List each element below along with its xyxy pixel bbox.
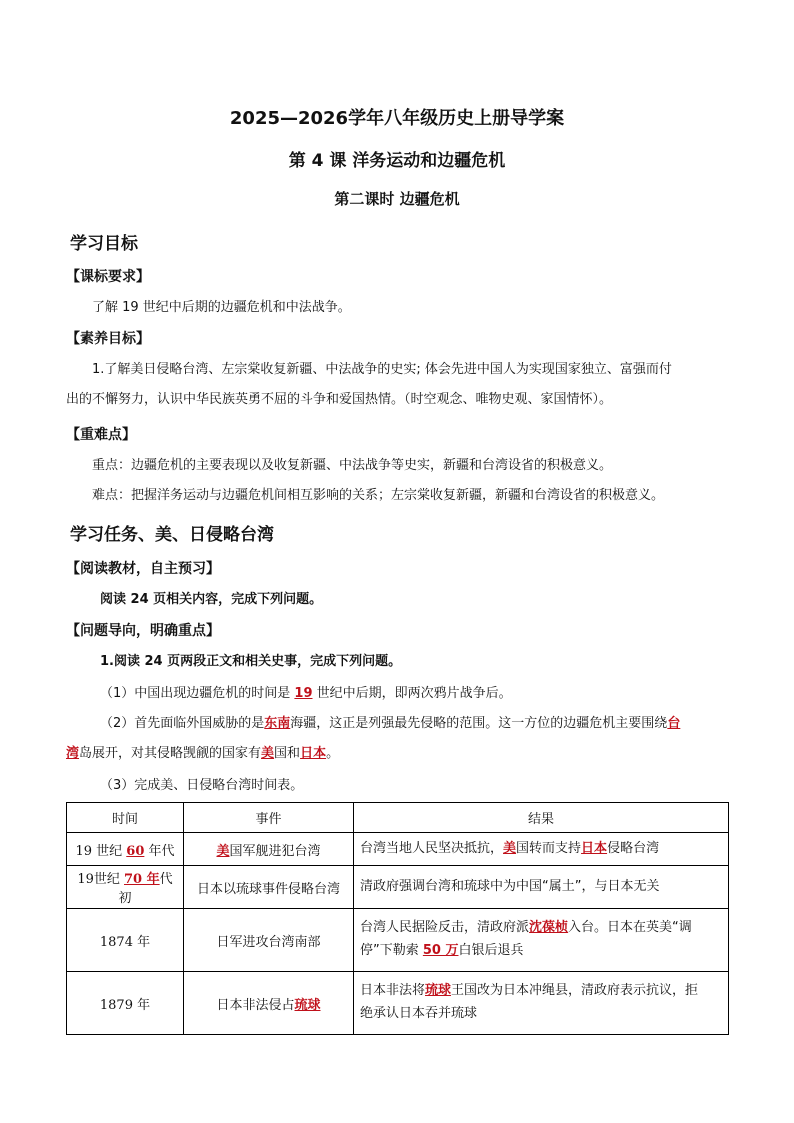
answer-70: 70 年 (124, 872, 160, 887)
table-row (67, 909, 729, 972)
section-heading-goals: 学习目标 (70, 234, 138, 254)
answer-ryukyu-event: 琉球 (294, 997, 321, 1013)
timeline-table (66, 802, 729, 1035)
answer-500k: 50 万 (422, 943, 459, 958)
standard-label: 【课标要求】 (66, 269, 150, 285)
table-header-row (67, 803, 729, 833)
cell-event: 美国军舰进犯台湾 (184, 833, 354, 866)
cell-result: 台湾人民据险反击，清政府派沈葆桢入台。日本在英美“调 停”下勒索 50 万白银后退兵 (354, 909, 729, 972)
table-row (67, 972, 729, 1035)
answer-usa-event: 美 (216, 843, 230, 859)
answer-60: 60 (126, 843, 145, 859)
answer-japan-result: 日本 (581, 840, 608, 856)
key-points-text: 重点：边疆危机的主要表现以及收复新疆、中法战争等史实，新疆和台湾设省的积极意义。 (92, 458, 613, 473)
header-result: 结果 (354, 803, 729, 833)
read-text: 阅读 24 页相关内容，完成下列问题。 (100, 592, 323, 607)
document-title: 2025—2026学年八年级历史上册导学案 (229, 108, 565, 129)
cell-event: 日军进攻台湾南部 (184, 909, 354, 972)
literacy-line-2: 出的不懈努力，认识中华民族英勇不屈的斗争和爱国热情。（时空观念、唯物史观、家国情怀）。 (66, 392, 613, 407)
session-title: 第二课时 边疆危机 (334, 190, 460, 208)
answer-japan: 日本 (300, 746, 327, 761)
cell-result: 日本非法将琉球王国改为日本冲绳县，清政府表示抗议，拒 绝承认日本吞并琉球 (354, 972, 729, 1035)
answer-century: 19 (294, 686, 313, 701)
read-label: 【阅读教材，自主预习】 (66, 561, 220, 577)
table-row (67, 866, 729, 909)
question-1-2-line-2: 湾岛展开，对其侵略觊觎的国家有美国和日本。 (66, 746, 340, 761)
table-row (67, 833, 729, 866)
literacy-label: 【素养目标】 (66, 331, 150, 347)
answer-usa-result: 美 (503, 840, 517, 856)
cell-time: 1874 年 (67, 909, 184, 972)
answer-ryukyu-result: 琉球 (425, 983, 452, 999)
cell-result: 台湾当地人民坚决抵抗，美国转而支持日本侵略台湾 (354, 833, 729, 866)
cell-time: 1879 年 (67, 972, 184, 1035)
cell-time: 19世纪 70 年代初 (67, 866, 184, 909)
section-heading-task: 学习任务、美、日侵略台湾 (70, 525, 274, 545)
question-1-2-line-1: （2）首先面临外国威胁的是东南海疆，这正是列强最先侵略的范围。这一方位的边疆危机主要围绕台 (100, 716, 681, 731)
cell-time: 19 世纪 60 年代 (67, 833, 184, 866)
header-time: 时间 (67, 803, 184, 833)
answer-usa: 美 (261, 746, 275, 761)
guide-label: 【问题导向，明确重点】 (66, 623, 220, 639)
cell-result: 清政府强调台湾和琉球中为中国“属土”，与日本无关 (354, 866, 729, 909)
answer-taiwan-part1: 台 (667, 716, 681, 731)
question-1-3: （3）完成美、日侵略台湾时间表。 (100, 778, 304, 793)
key-points-label: 【重难点】 (66, 427, 136, 443)
difficult-points-text: 难点：把握洋务运动与边疆危机间相互影响的关系；左宗棠收复新疆，新疆和台湾设省的积极意义。 (92, 488, 665, 503)
literacy-line-1: 1.了解美日侵略台湾、左宗棠收复新疆、中法战争的史实; 体会先进中国人为实现国家独立、富强而付 (92, 362, 672, 377)
header-event: 事件 (184, 803, 354, 833)
cell-event: 日本非法侵占琉球 (184, 972, 354, 1035)
cell-event: 日本以琉球事件侵略台湾 (184, 866, 354, 909)
standard-text: 了解 19 世纪中后期的边疆危机和中法战争。 (92, 300, 351, 315)
question-1: 1.阅读 24 页两段正文和相关史事，完成下列问题。 (100, 654, 402, 669)
answer-shen-baozhen: 沈葆桢 (529, 920, 569, 936)
question-1-1: （1）中国出现边疆危机的时间是 19 世纪中后期，即两次鸦片战争后。 (100, 686, 512, 701)
lesson-title: 第 4 课 洋务运动和边疆危机 (288, 151, 506, 171)
answer-taiwan-part2: 湾 (66, 746, 80, 761)
answer-southeast: 东南 (264, 716, 291, 731)
